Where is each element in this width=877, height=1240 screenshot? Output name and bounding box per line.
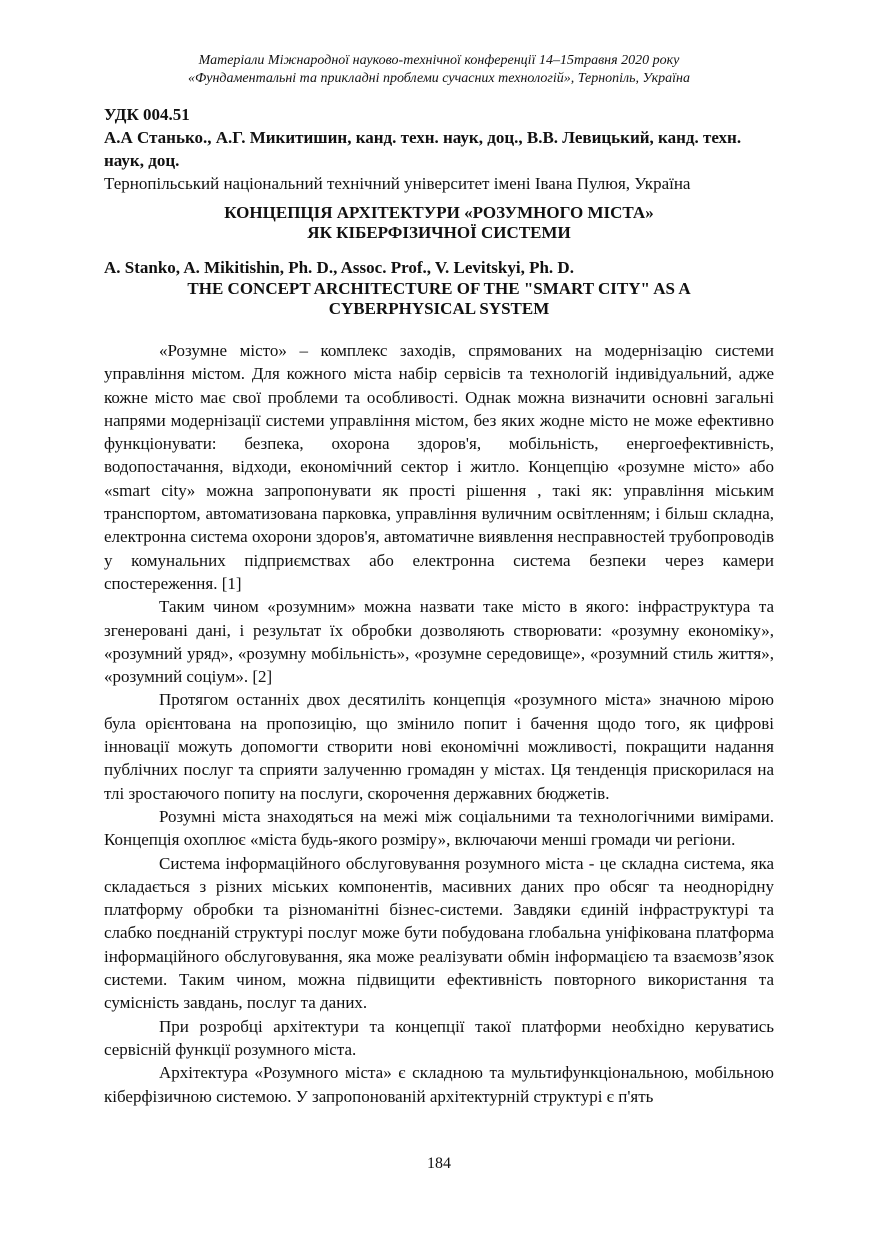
affiliation: Тернопільський національний технічний університет імені Івана Пулюя, Україна bbox=[104, 174, 691, 193]
title-en-line-1: THE CONCEPT ARCHITECTURE OF THE "SMART CITY" AS A bbox=[187, 279, 691, 298]
authors-en: A. Stanko, A. Mikitishin, Ph. D., Assoc. Prof., V. Levitskyi, Ph. D. bbox=[104, 258, 574, 277]
article-meta bbox=[104, 104, 774, 195]
paragraph: Система інформаційного обслуговування розумного міста - це складна система, яка складається з різних міських компонентів, масивних даних про обсяг та неоднорідну платформу обробки та різноманітні бізнес-системи. Завдяки єдиній інфраструктурі та слабко поєднаній структурі послуг може бути побудована глобальна уніфікована платформа інформаційного обслуговування, яка може реалізувати обмін інформацією та взаємозв’язок системи. Таким чином, можна підвищити ефективність повторного використання та сумісність завдань, послуг та даних. bbox=[104, 853, 774, 1013]
title-en-line-2: CYBERPHYSICAL SYSTEM bbox=[328, 299, 550, 318]
title-ukrainian bbox=[104, 203, 774, 243]
header-line-2: «Фундаментальні та прикладні проблеми сучасних технологій», Тернопіль, Україна bbox=[188, 71, 690, 86]
paragraph: Архітектура «Розумного міста» є складною та мультифункціональною, мобільною кіберфізичною системою. У запропонованій архітектурній структурі є п'ять bbox=[104, 1063, 774, 1106]
udk-code: УДК 004.51 bbox=[104, 105, 190, 124]
title-ua-line-2: ЯК КІБЕРФІЗИЧНОЇ СИСТЕМИ bbox=[307, 223, 571, 242]
paragraph: Протягом останніх двох десятиліть концепція «розумного міста» значною мірою була орієнтована на пропозицію, що змінило попит і бачення щодо того, як цифрові інновації можуть допомогти створити нові економічні можливості, покращити надання публічних послуг та сприяти залученню громадян у містах. Ця тенденція прискорилася на тлі зростаючого попиту на послуги, скорочення державних бюджетів. bbox=[104, 690, 774, 803]
authors-ua: А.А Станько., А.Г. Микитишин, канд. техн. наук, доц., В.В. Левицький, канд. техн. наук, доц. bbox=[104, 128, 742, 170]
page-number: 184 bbox=[427, 1155, 451, 1172]
header-line-1: Матеріали Міжнародної науково-технічної конференції 14–15травня 2020 року bbox=[198, 53, 680, 68]
paragraph: Таким чином «розумним» можна назвати таке місто в якого: інфраструктура та згенеровані дані, і результат їх обробки дозволяють створювати: «розумну економіку», «розумний уряд», «розумну мобільність», «розумне середовище», «розумний стиль життя», «розумний соціум». [2] bbox=[104, 597, 774, 687]
title-english bbox=[104, 279, 774, 319]
paragraph: При розробці архітектури та концепції такої платформи необхідно керуватись сервісній функції розумного міста. bbox=[104, 1016, 774, 1059]
conference-header bbox=[104, 52, 774, 88]
paragraph: «Розумне місто» – комплекс заходів, спрямованих на модернізацію системи управління містом. Для кожного міста набір сервісів та технологій індивідуальний, адже кожне місто має свої проблеми та особливості. Однак можна визначити основні загальні напрями модернізації системи управління містом, без яких жодне місто не може ефективно функціонувати: безпека, охорона здоров'я, мобільність, енергоефективність, водопостачання, відходи, економічний сектор і житло. Концепцію «розумне місто» або «smart city» можна запропонувати як прості рішення , такі як: управління міським транспортом, автоматизована парковка, управління вуличним освітленням; і більш складна, електронна система охорони здоров'я, автоматичне виявлення несправностей трубопроводів у комунальних підприємствах або електронна система безпеки через камери спостереження. [1] bbox=[104, 341, 774, 593]
title-ua-line-1: КОНЦЕПЦІЯ АРХІТЕКТУРИ «РОЗУМНОГО МІСТА» bbox=[224, 203, 654, 222]
article-body bbox=[104, 339, 774, 1108]
paragraph: Розумні міста знаходяться на межі між соціальними та технологічними вимірами. Концепція охоплює «міста будь-якого розміру», включаючи менші громади чи регіони. bbox=[104, 806, 774, 850]
